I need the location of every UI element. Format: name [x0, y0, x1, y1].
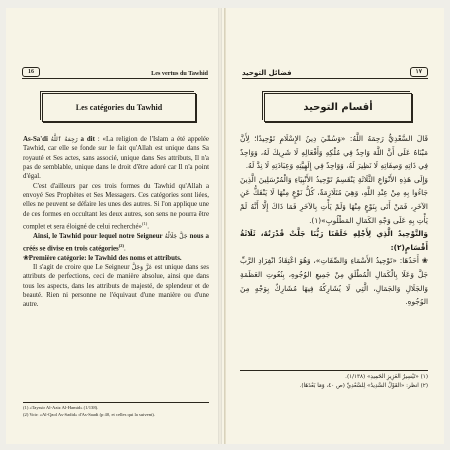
footnote-2-left: (2) Voir: «Al-Qaol As-Sadid» d'As-Saadi (p 40, et celles qui la suivent). — [23, 411, 155, 417]
quote-text-1: : «La religion de l'Islam a été appelée Tawhid, car elle se fonde sur le fait qu'Allah est unique dans Sa royauté et Ses actes, sans associé, unique dans Ses attributs, Il n'a pas de semblable, unique dans le droit d'être adoré car Il n'a point d'égal. — [23, 136, 209, 181]
paragraph-quote-as-sadi — [23, 135, 209, 182]
footnote-ref-2: (2) — [118, 243, 124, 249]
footnotes-left — [23, 402, 209, 418]
section-title-left: Les catégories du Tawhid — [75, 103, 163, 112]
body-text-right — [240, 132, 428, 309]
author-name: As-Sa'di — [23, 136, 48, 143]
left-page — [6, 8, 225, 444]
running-title-left: Les vertus du Tawhid — [151, 70, 208, 77]
section-title-box-left — [42, 93, 196, 122]
footnote-1-left: (1) «Tayssir Al-Aziz Al-Hamid» (1/138). — [23, 405, 99, 411]
paragraph-categories: C'est d'ailleurs par ces trois formes du Tawhid qu'Allah a envoyé Ses Prophètes et Ses Messagers. Ces catégories sont liées, elles ne peuvent se défaire les unes des autres. Si l'on applique une de ces formes en occultant les deux autres, son sens ne pourra être complet et sera éloigné de celui recherché»$^{(1)}$. — [23, 182, 209, 231]
book-spread — [6, 8, 444, 444]
first-category-rest: est unique dans ses attributs de perfections, ceci de manière absolue, ainsi que dans tous les aspects, dans les attributs de majesté, de splendeur et de beauté. Rien ni personne ne l'équivaut d'une manière ou d'une autre. — [23, 264, 209, 309]
honorific-arabic: رَحِمَهُ ٱللَّهُ — [50, 136, 78, 143]
flower-bullet-icon: ❀ — [23, 254, 29, 262]
three-categories-lead: Ainsi, le Tawhid pour lequel notre Seigneur — [33, 232, 163, 240]
running-header-left — [22, 63, 208, 79]
paragraph-three-categories: Ainsi, le Tawhid pour lequel notre Seigneur جَلَّ جَلَالُهُ nous a créés se divise en trois catégories$^{(2)}$. — [23, 232, 209, 253]
arabic-paragraph-3: وَالتَّوْحِيدُ الَّذِي لِأَجْلِهِ خَلَقَنَا رَبُّنَا جَلَّتْ قُدْرَتُهُ، ثَلَاثَةُ أَقْسَامٍ(٢): — [240, 229, 428, 252]
paragraph-first-category-text — [23, 263, 209, 310]
azza-wa-jalla-arabic: عَزَّ وَجَلَّ — [131, 264, 153, 272]
footnote-2-right: (٢) انظر: «القَوْلُ السَّدِيدُ» لِلسَّعْدِيِّ (ص ٤٠، وَمَا بَعْدَهَا). — [299, 383, 428, 389]
running-title-right: فضائل التوحيد — [242, 69, 292, 77]
first-category-label: Première catégorie: le Tawhid des noms et attributs. — [28, 254, 182, 262]
paragraph-first-category — [23, 254, 209, 263]
right-page — [225, 8, 444, 444]
arabic-paragraph-1: قَالَ السَّعْدِيُّ رَحِمَهُ اللَّهُ: «وَسُمِّيَ دِينُ الإِسْلَامِ تَوْحِيدًا؛ لِأَنَّ مَبْنَاهُ عَلَى أَنَّ اللَّهَ وَاحِدٌ فِي مُلْكِهِ وَأَفْعَالِهِ لَا شَرِيكَ لَهُ، وَوَاحِدٌ فِي ذَاتِهِ وَصِفَاتِهِ لَا نَظِيرَ لَهُ، وَوَاحِدٌ فِي إِلَهِيَّتِهِ وَعِبَادَتِهِ لَا نِدَّ لَهُ. — [240, 134, 428, 171]
first-category-lead: Il s'agit de croire que Le Seigneur — [33, 264, 130, 272]
jalla-jalaluhu-arabic: جَلَّ جَلَالُهُ — [164, 232, 188, 240]
section-title-right: أقسام التوحيد — [303, 102, 373, 113]
footnotes-right — [240, 370, 428, 391]
page-number-right: ١٧ — [410, 67, 428, 77]
author-said: a dit — [77, 136, 95, 143]
page-number-left: 16 — [22, 67, 40, 77]
arabic-paragraph-4: ❀ أَحَدُهَا: «تَوْحِيدُ الأَسْمَاءِ وَالصِّفَاتِ»، وَهُوَ اعْتِقَادُ انْفِرَادِ الرَّبِّ جَلَّ وَعَلَا بِالْكَمَالِ الْمُطْلَقِ مِنْ جَمِيعِ الوُجُوهِ، بِنُعُوتِ العَظَمَةِ وَالجَلَالِ وَالجَمَالِ، الَّتِي لَا يُشَارِكُهُ فِيهَا مُشَارِكٌ بِوَجْهٍ مِنَ الوُجُوهِ. — [240, 256, 428, 307]
three-categories-rest: nous a créés se divise en trois catégories — [23, 232, 209, 253]
body-text-left — [23, 135, 209, 310]
section-title-box-right — [264, 93, 412, 122]
quote-text-2: C'est d'ailleurs par ces trois formes du Tawhid qu'Allah a envoyé Ses Prophètes et Ses Messagers. Ces catégories sont liées, elles ne peuvent se défaire les unes des autres. Si l'on applique une de ces formes en occultant les deux autres, son sens ne pourra être complet et sera éloigné de celui recherché» — [23, 182, 209, 231]
running-header-right — [242, 63, 428, 79]
footnote-ref-1: (1) — [142, 221, 148, 227]
book-gutter — [218, 8, 222, 444]
arabic-paragraph-2: وَإِلَى هَذِهِ الأَنْوَاعِ الثَّلَاثَةِ يَنْقَسِمُ تَوْحِيدُ الأَنْبِيَاءِ وَالْمُرْسَلِينَ الَّذِينَ جَاءُوا بِهِ مِنْ عِنْدِ اللَّهِ، وَهِيَ مُتَلَازِمَةٌ، كُلُّ نَوْعٍ مِنْهَا لَا يَنْفَكُّ عَنِ الآخَرِ، فَمَنْ أَتَى بِنَوْعٍ مِنْهَا وَلَمْ يَأْتِ بِالآخَرِ فَمَا ذَاكَ إِلَّا أَنَّهُ لَمْ يَأْتِ بِهِ عَلَى وَجْهِ الكَمَالِ المَطْلُوبِ»(١). — [240, 174, 428, 225]
footnote-1-right: (١) «تَيْسِيرُ العَزِيزِ الحَمِيدِ» (١/١٣٨). — [345, 374, 428, 380]
